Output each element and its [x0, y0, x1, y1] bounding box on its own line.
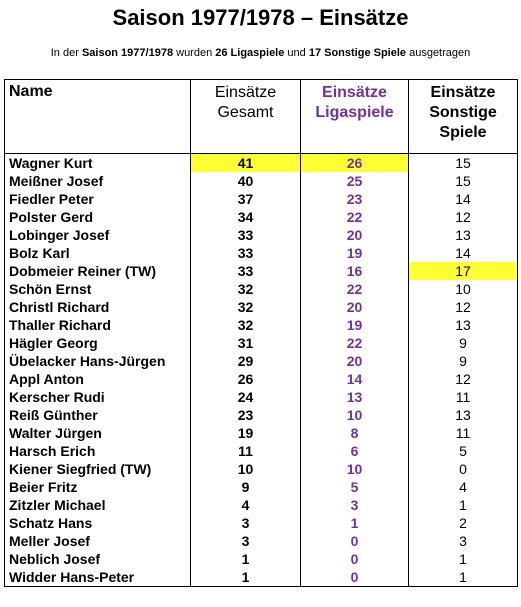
cell-liga: 26 [301, 154, 409, 173]
cell-sonst: 17 [409, 262, 518, 280]
cell-sonst: 4 [409, 478, 518, 496]
cell-liga: 19 [301, 316, 409, 334]
cell-gesamt: 26 [191, 370, 301, 388]
cell-name: Kerscher Rudi [5, 388, 191, 406]
cell-gesamt: 33 [191, 244, 301, 262]
cell-gesamt: 3 [191, 514, 301, 532]
table-row [5, 388, 518, 406]
table-header-row [5, 80, 518, 154]
cell-liga: 16 [301, 262, 409, 280]
cell-gesamt: 3 [191, 532, 301, 550]
cell-liga: 25 [301, 172, 409, 190]
cell-name: Schatz Hans [5, 514, 191, 532]
table-body [5, 154, 518, 587]
cell-name: Reiß Günther [5, 406, 191, 424]
cell-gesamt: 31 [191, 334, 301, 352]
table-row [5, 406, 518, 424]
cell-name: Polster Gerd [5, 208, 191, 226]
page-title: Saison 1977/1978 – Einsätze [112, 5, 409, 30]
cell-liga: 22 [301, 208, 409, 226]
cell-name: Walter Jürgen [5, 424, 191, 442]
cell-gesamt: 1 [191, 550, 301, 568]
cell-sonst: 12 [409, 370, 518, 388]
cell-sonst: 11 [409, 424, 518, 442]
table-row [5, 154, 518, 173]
cell-gesamt: 10 [191, 460, 301, 478]
table-row [5, 262, 518, 280]
cell-sonst: 13 [409, 316, 518, 334]
intro-liga-count: 26 Ligaspiele [215, 47, 285, 59]
intro-part: wurden [173, 47, 216, 59]
cell-sonst: 10 [409, 280, 518, 298]
cell-sonst: 3 [409, 532, 518, 550]
cell-sonst: 14 [409, 244, 518, 262]
intro-part: ausgetragen [406, 47, 471, 59]
cell-liga: 13 [301, 388, 409, 406]
cell-sonst: 13 [409, 406, 518, 424]
cell-sonst: 1 [409, 496, 518, 514]
cell-name: Schön Ernst [5, 280, 191, 298]
table-row [5, 280, 518, 298]
cell-sonst: 2 [409, 514, 518, 532]
cell-gesamt: 32 [191, 316, 301, 334]
cell-name: Fiedler Peter [5, 190, 191, 208]
cell-name: Kiener Siegfried (TW) [5, 460, 191, 478]
table-row [5, 208, 518, 226]
cell-gesamt: 19 [191, 424, 301, 442]
cell-liga: 20 [301, 226, 409, 244]
cell-name: Neblich Josef [5, 550, 191, 568]
cell-gesamt: 37 [191, 190, 301, 208]
cell-sonst: 14 [409, 190, 518, 208]
table-row [5, 334, 518, 352]
table-row [5, 316, 518, 334]
cell-sonst: 12 [409, 208, 518, 226]
table-row [5, 352, 518, 370]
table-row [5, 298, 518, 316]
cell-liga: 3 [301, 496, 409, 514]
table-row [5, 370, 518, 388]
cell-gesamt: 29 [191, 352, 301, 370]
cell-gesamt: 1 [191, 568, 301, 587]
intro-part: In der [50, 47, 82, 59]
cell-gesamt: 23 [191, 406, 301, 424]
cell-name: Übelacker Hans-Jürgen [5, 352, 191, 370]
table-row [5, 442, 518, 460]
header-liga: Einsätze Ligaspiele [301, 80, 409, 154]
table-row [5, 424, 518, 442]
cell-gesamt: 34 [191, 208, 301, 226]
cell-name: Zitzler Michael [5, 496, 191, 514]
cell-liga: 5 [301, 478, 409, 496]
cell-sonst: 12 [409, 298, 518, 316]
cell-liga: 8 [301, 424, 409, 442]
cell-name: Hägler Georg [5, 334, 191, 352]
cell-liga: 22 [301, 280, 409, 298]
table-row [5, 514, 518, 532]
cell-name: Dobmeier Reiner (TW) [5, 262, 191, 280]
table-row [5, 532, 518, 550]
cell-name: Appl Anton [5, 370, 191, 388]
cell-gesamt: 33 [191, 262, 301, 280]
intro-part: und [284, 47, 309, 59]
cell-gesamt: 33 [191, 226, 301, 244]
cell-sonst: 1 [409, 568, 518, 587]
cell-gesamt: 40 [191, 172, 301, 190]
appearances-table [4, 79, 518, 587]
cell-gesamt: 32 [191, 298, 301, 316]
cell-sonst: 9 [409, 352, 518, 370]
cell-liga: 0 [301, 532, 409, 550]
cell-liga: 10 [301, 406, 409, 424]
cell-sonst: 13 [409, 226, 518, 244]
header-gesamt: Einsätze Gesamt [191, 80, 301, 154]
cell-sonst: 1 [409, 550, 518, 568]
cell-gesamt: 32 [191, 280, 301, 298]
cell-sonst: 11 [409, 388, 518, 406]
cell-gesamt: 9 [191, 478, 301, 496]
table-row [5, 190, 518, 208]
cell-liga: 1 [301, 514, 409, 532]
header-sonst: Einsätze Sonstige Spiele [409, 80, 518, 154]
table-row [5, 244, 518, 262]
cell-liga: 23 [301, 190, 409, 208]
header-name: Name [5, 80, 191, 154]
cell-liga: 0 [301, 550, 409, 568]
cell-sonst: 5 [409, 442, 518, 460]
cell-liga: 20 [301, 298, 409, 316]
cell-liga: 20 [301, 352, 409, 370]
cell-gesamt: 24 [191, 388, 301, 406]
cell-liga: 10 [301, 460, 409, 478]
cell-liga: 19 [301, 244, 409, 262]
cell-gesamt: 41 [191, 154, 301, 173]
cell-sonst: 9 [409, 334, 518, 352]
cell-gesamt: 11 [191, 442, 301, 460]
cell-name: Beier Fritz [5, 478, 191, 496]
intro-sonst-count: 17 Sonstige Spiele [308, 47, 407, 59]
table-row [5, 172, 518, 190]
cell-name: Harsch Erich [5, 442, 191, 460]
cell-liga: 0 [301, 568, 409, 587]
cell-gesamt: 4 [191, 496, 301, 514]
cell-name: Meller Josef [5, 532, 191, 550]
intro-text [0, 45, 521, 61]
cell-name: Wagner Kurt [5, 154, 191, 173]
cell-liga: 14 [301, 370, 409, 388]
cell-liga: 22 [301, 334, 409, 352]
cell-name: Christl Richard [5, 298, 191, 316]
table-row [5, 550, 518, 568]
table-row [5, 568, 518, 587]
cell-name: Lobinger Josef [5, 226, 191, 244]
cell-name: Widder Hans-Peter [5, 568, 191, 587]
cell-sonst: 15 [409, 154, 518, 173]
cell-name: Bolz Karl [5, 244, 191, 262]
table-row [5, 478, 518, 496]
table-row [5, 496, 518, 514]
intro-season: Saison 1977/1978 [81, 47, 174, 59]
table-row [5, 226, 518, 244]
cell-sonst: 0 [409, 460, 518, 478]
cell-sonst: 15 [409, 172, 518, 190]
cell-name: Thaller Richard [5, 316, 191, 334]
cell-liga: 6 [301, 442, 409, 460]
table-row [5, 460, 518, 478]
cell-name: Meißner Josef [5, 172, 191, 190]
